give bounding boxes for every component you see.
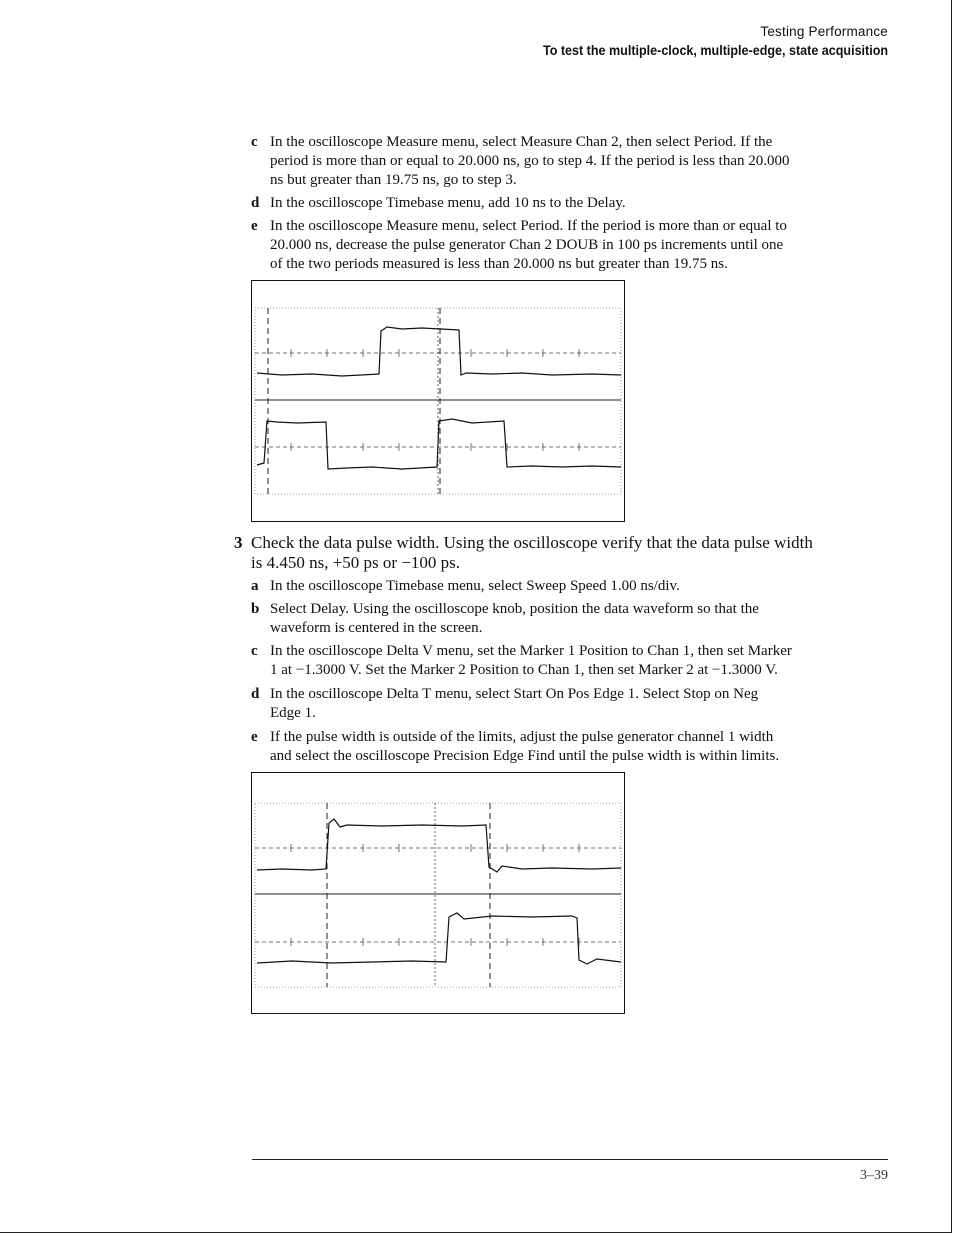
oscilloscope-screen-pulse-width xyxy=(251,772,625,1014)
substep-e-top xyxy=(251,217,891,277)
substep-line: Select Delay. Using the oscilloscope knob, position the data waveform so that the xyxy=(270,601,759,617)
substep-c xyxy=(251,642,891,682)
substep-line: In the oscilloscope Delta V menu, set the Marker 1 Position to Chan 1, then set Marker xyxy=(270,643,792,659)
substep-b xyxy=(251,600,891,640)
substep-line: In the oscilloscope Measure menu, select Period. If the period is more than or equal to xyxy=(270,218,787,234)
substep-d-top xyxy=(251,194,891,214)
substep-line: Edge 1. xyxy=(270,705,316,721)
substep-line: ns but greater than 19.75 ns, go to step 3. xyxy=(270,172,517,188)
substep-letter: d xyxy=(251,686,260,702)
substep-line: In the oscilloscope Delta T menu, select Start On Pos Edge 1. Select Stop on Neg xyxy=(270,686,759,702)
substep-letter: b xyxy=(251,601,260,617)
substep-letter: d xyxy=(251,195,260,211)
substep-letter: a xyxy=(251,578,259,594)
oscilloscope-screen-period xyxy=(251,280,625,522)
substep-line: period is more than or equal to 20.000 ns, go to step 4. If the period is less than 20.000 xyxy=(270,153,790,169)
substep-line: 20.000 ns, decrease the pulse generator Chan 2 DOUB in 100 ps increments until one xyxy=(270,237,784,253)
step-number: 3 xyxy=(234,533,243,552)
waveform-plot-period xyxy=(252,281,626,523)
substep-line: If the pulse width is outside of the limits, adjust the pulse generator channel 1 width xyxy=(270,729,774,745)
substep-d xyxy=(251,685,891,725)
substep-a xyxy=(251,577,891,597)
step-line: is 4.450 ns, +50 ps or −100 ps. xyxy=(251,553,461,572)
page-number: 3–39 xyxy=(860,1168,888,1183)
substep-line: 1 at −1.3000 V. Set the Marker 2 Position to Chan 1, then set Marker 2 at −1.3000 V. xyxy=(270,662,778,678)
substep-line: In the oscilloscope Measure menu, select Measure Chan 2, then select Period. If the xyxy=(270,134,773,150)
page-edge-right xyxy=(951,0,952,1233)
substep-line: and select the oscilloscope Precision Edge Find until the pulse width is within limits. xyxy=(270,748,780,764)
running-header-section: Testing Performance xyxy=(760,24,888,39)
substep-line: waveform is centered in the screen. xyxy=(270,620,483,636)
step-line: Check the data pulse width. Using the oscilloscope verify that the data pulse width xyxy=(251,533,813,552)
substep-letter: c xyxy=(251,643,258,659)
running-header-topic: To test the multiple-clock, multiple-edge, state acquisition xyxy=(542,43,888,58)
substep-letter: c xyxy=(251,134,258,150)
substep-line: In the oscilloscope Timebase menu, select Sweep Speed 1.00 ns/div. xyxy=(270,578,680,594)
substep-line: of the two periods measured is less than 20.000 ns but greater than 19.75 ns. xyxy=(270,256,728,272)
step-3 xyxy=(234,533,894,575)
footer-rule xyxy=(252,1159,888,1160)
substep-letter: e xyxy=(251,218,258,234)
substep-c-top xyxy=(251,133,891,193)
substep-letter: e xyxy=(251,729,258,745)
page-edge-bottom xyxy=(0,1232,952,1233)
waveform-plot-pulse-width xyxy=(252,773,626,1015)
substep-e xyxy=(251,728,891,768)
substep-line: In the oscilloscope Timebase menu, add 10 ns to the Delay. xyxy=(270,195,626,211)
